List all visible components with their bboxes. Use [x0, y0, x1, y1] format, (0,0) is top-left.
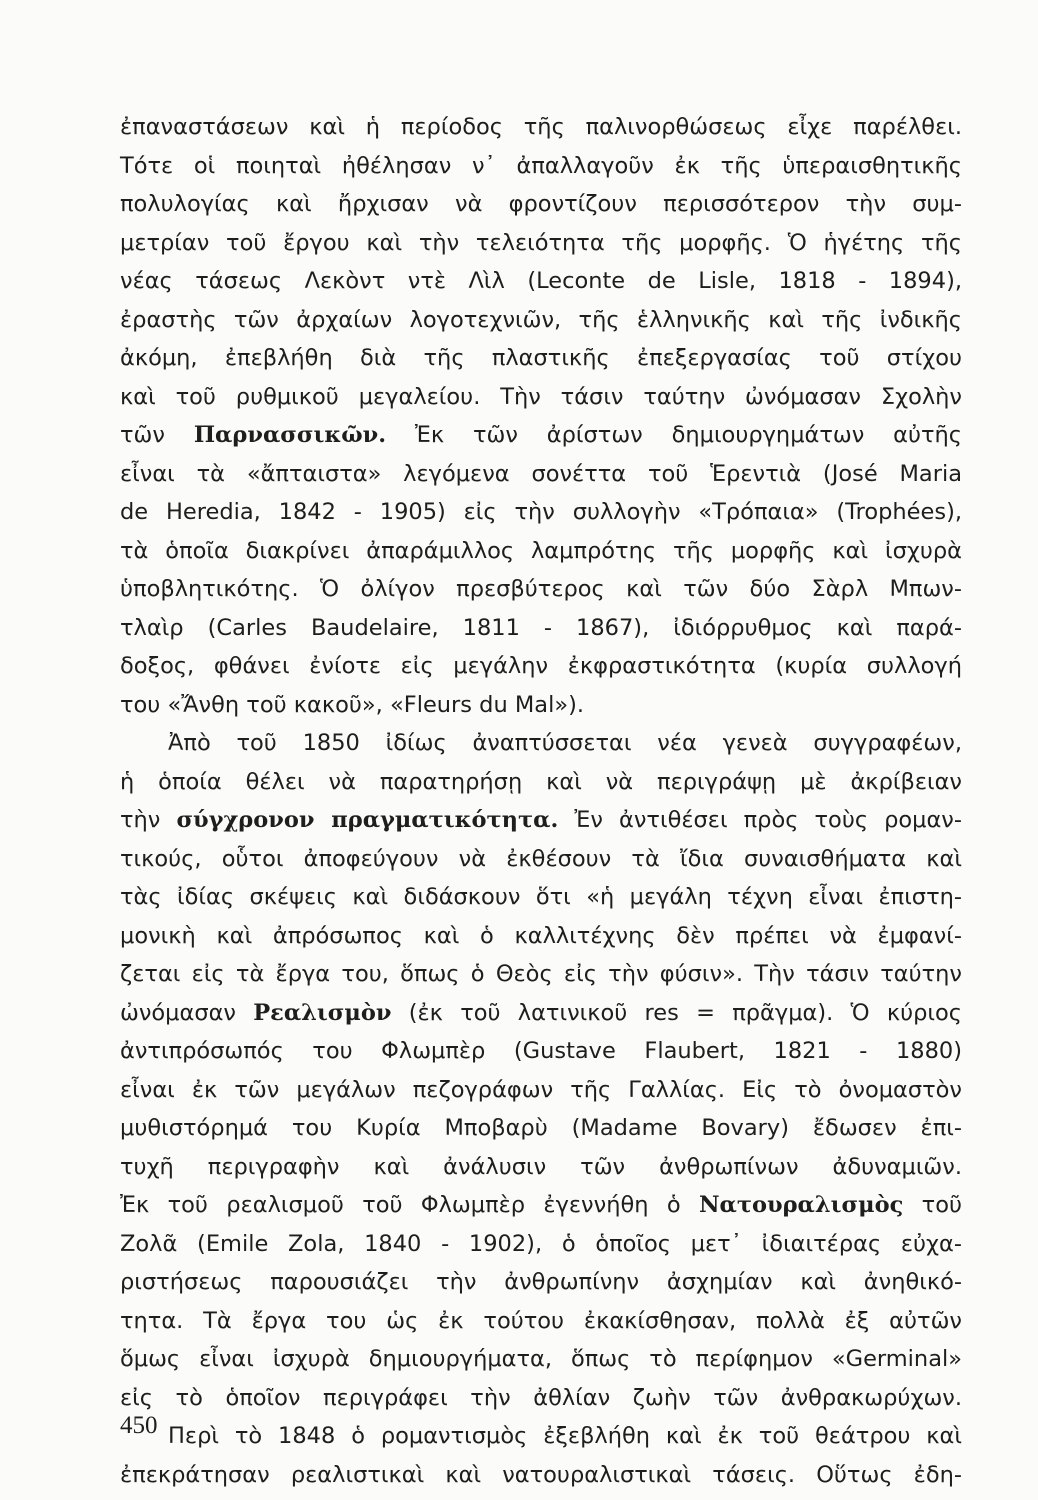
text-run: Ἐν ἀντιθέσει πρὸς τοὺς ρομαν- [558, 807, 962, 833]
text-line [120, 917, 962, 956]
text-line [120, 532, 962, 571]
page-number: 450 [120, 1412, 158, 1439]
text-line [120, 147, 962, 186]
text-line [120, 455, 962, 494]
text-run: τὰ ὁποῖα διακρίνει ἀπαράμιλλος λαμπρότης τῆς μορφῆς καὶ ἰσχυρὰ [120, 537, 962, 564]
text-run: ριστήσεως παρουσιάζει τὴν ἀνθρωπίνην ἀσχημίαν καὶ ἀνηθικό- [120, 1269, 962, 1295]
text-run: Ἐκ τοῦ ρεαλισμοῦ τοῦ Φλωμπὲρ ἐγεννήθη ὁ [120, 1192, 699, 1218]
text-run: του «Ἄνθη τοῦ κακοῦ», «Fleurs du Mal»). [120, 691, 585, 718]
text-run: Ζολᾶ (Emile Zola, 1840 - 1902), ὁ ὁποῖος μετ᾽ ἰδιαιτέρας εὐχα- [120, 1230, 962, 1257]
text-run: νέας τάσεως Λεκὸντ ντὲ Λὶλ (Leconte de Lisle, 1818 - 1894), [120, 268, 962, 294]
text-line [120, 1379, 962, 1418]
text-run: εἶναι ἐκ τῶν μεγάλων πεζογράφων τῆς Γαλλίας. Εἰς τὸ ὀνομαστὸν [120, 1076, 962, 1103]
text-line [120, 416, 962, 455]
text-run: τητα. Τὰ ἔργα του ὡς ἐκ τούτου ἐκακίσθησαν, πολλὰ ἐξ αὐτῶν [120, 1307, 962, 1334]
text-run: ἀντιπρόσωπός του Φλωμπὲρ (Gustave Flaubert, 1821 - 1880) [120, 1038, 962, 1064]
text-run: εἰς τὸ ὁποῖον περιγράφει τὴν ἀθλίαν ζωὴν τῶν ἀνθρακωρύχων. [120, 1384, 962, 1411]
text-line [120, 724, 962, 763]
text-line [120, 1148, 962, 1187]
text-run: de Heredia, 1842 - 1905) εἰς τὴν συλλογὴν «Τρόπαια» (Trophées), [120, 499, 962, 525]
text-run: τοῦ [903, 1192, 962, 1218]
text-run: τυχῆ περιγραφὴν καὶ ἀνάλυσιν τῶν ἀνθρωπίνων ἀδυναμιῶν. [120, 1153, 962, 1180]
text-run: μονικὴ καὶ ἀπρόσωπος καὶ ὁ καλλιτέχνης δὲν πρέπει νὰ ἐμφανί- [120, 922, 962, 949]
text-run: ζεται εἰς τὰ ἔργα του, ὅπως ὁ Θεὸς εἰς τὴν φύσιν». Τὴν τάσιν ταύτην [120, 961, 962, 987]
text-line [120, 1456, 962, 1495]
text-line [120, 378, 962, 417]
text-run: ἐπαναστάσεων καὶ ἡ περίοδος τῆς παλινορθώσεως εἶχε παρέλθει. [120, 114, 962, 140]
text-line [120, 801, 962, 840]
text-line [120, 108, 962, 147]
text-run: εἶναι τὰ «ἄπταιστα» λεγόμενα σονέττα τοῦ Ἑρεντιὰ (José Maria [120, 460, 962, 487]
text-line [120, 763, 962, 802]
text-run: ἀκόμη, ἐπεβλήθη διὰ τῆς πλαστικῆς ἐπεξεργασίας τοῦ στίχου [120, 345, 962, 371]
text-line [120, 1225, 962, 1264]
text-run: καὶ τοῦ ρυθμικοῦ μεγαλείου. Τὴν τάσιν ταύτην ὠνόμασαν Σχολὴν [120, 383, 962, 410]
text-run: τικούς, οὗτοι ἀποφεύγουν νὰ ἐκθέσουν τὰ ἴδια συναισθήματα καὶ [120, 845, 962, 872]
text-line [120, 1186, 962, 1225]
text-run: τὴν [120, 807, 177, 833]
text-line [120, 1263, 962, 1302]
text-run: μετρίαν τοῦ ἔργου καὶ τὴν τελειότητα τῆς μορφῆς. Ὁ ἡγέτης τῆς [120, 229, 962, 256]
text-run: ἐπεκράτησαν ρεαλιστικαὶ καὶ νατουραλιστικαὶ τάσεις. Οὕτως ἐδη- [120, 1461, 962, 1488]
text-line [120, 878, 962, 917]
text-line [120, 224, 962, 263]
text-line [120, 1417, 962, 1456]
text-line [120, 955, 962, 994]
text-run: ὠνόμασαν [120, 999, 254, 1026]
text-line [120, 1340, 962, 1379]
text-line [120, 994, 962, 1033]
page-body-text [120, 108, 962, 1494]
bold-term: Ρεαλισμὸν [253, 999, 392, 1026]
text-run: τλαὶρ (Carles Baudelaire, 1811 - 1867), ἰδιόρρυθμος καὶ παρά- [120, 614, 962, 641]
text-run: (ἐκ τοῦ λατινικοῦ res = πρᾶγμα). Ὁ κύριος [391, 999, 962, 1026]
text-run: Ἐκ τῶν ἀρίστων δημιουργημάτων αὐτῆς [386, 422, 963, 448]
text-run: ἐραστὴς τῶν ἀρχαίων λογοτεχνιῶν, τῆς ἑλληνικῆς καὶ τῆς ἰνδικῆς [120, 306, 962, 333]
bold-term: Νατουραλισμὸς [698, 1192, 904, 1218]
text-run: πολυλογίας καὶ ἤρχισαν νὰ φροντίζουν περισσότερον τὴν συμ- [120, 191, 962, 217]
text-run: τῶν [120, 422, 194, 448]
text-run: μυθιστόρημά του Κυρία Μποβαρὺ (Madame Bovary) ἔδωσεν ἐπι- [120, 1115, 962, 1141]
text-run: τὰς ἰδίας σκέψεις καὶ διδάσκουν ὅτι «ἡ μεγάλη τέχνη εἶναι ἐπιστη- [120, 884, 962, 910]
text-line [120, 1032, 962, 1071]
text-line [120, 1109, 962, 1148]
text-run: δοξος, φθάνει ἐνίοτε εἰς μεγάλην ἐκφραστικότητα (κυρία συλλογή [120, 653, 962, 679]
text-line [120, 185, 962, 224]
bold-term: Παρνασσικῶν. [193, 422, 387, 448]
text-run: Περὶ τὸ 1848 ὁ ρομαντισμὸς ἐξεβλήθη καὶ ἐκ τοῦ θεάτρου καὶ [168, 1423, 962, 1449]
text-run: ὑποβλητικότης. Ὁ ὀλίγον πρεσβύτερος καὶ τῶν δύο Σὰρλ Μπων- [120, 576, 962, 602]
bold-term: σύγχρονον πραγματικότητα. [176, 807, 559, 833]
text-line [120, 262, 962, 301]
text-line [120, 339, 962, 378]
text-line [120, 840, 962, 879]
text-line [120, 301, 962, 340]
text-run: Ἀπὸ τοῦ 1850 ἰδίως ἀναπτύσσεται νέα γενεὰ συγγραφέων, [168, 730, 962, 756]
text-run: Τότε οἱ ποιηταὶ ἠθέλησαν ν᾽ ἀπαλλαγοῦν ἐκ τῆς ὑπεραισθητικῆς [120, 152, 962, 179]
text-line [120, 570, 962, 609]
text-line [120, 686, 962, 725]
text-line [120, 647, 962, 686]
text-run: ἡ ὁποία θέλει νὰ παρατηρήσῃ καὶ νὰ περιγράψῃ μὲ ἀκρίβειαν [120, 768, 962, 795]
text-line [120, 1302, 962, 1341]
text-line [120, 1071, 962, 1110]
text-line [120, 609, 962, 648]
text-run: ὅμως εἶναι ἰσχυρὰ δημιουργήματα, ὅπως τὸ περίφημον «Germinal» [120, 1346, 962, 1372]
text-line [120, 493, 962, 532]
